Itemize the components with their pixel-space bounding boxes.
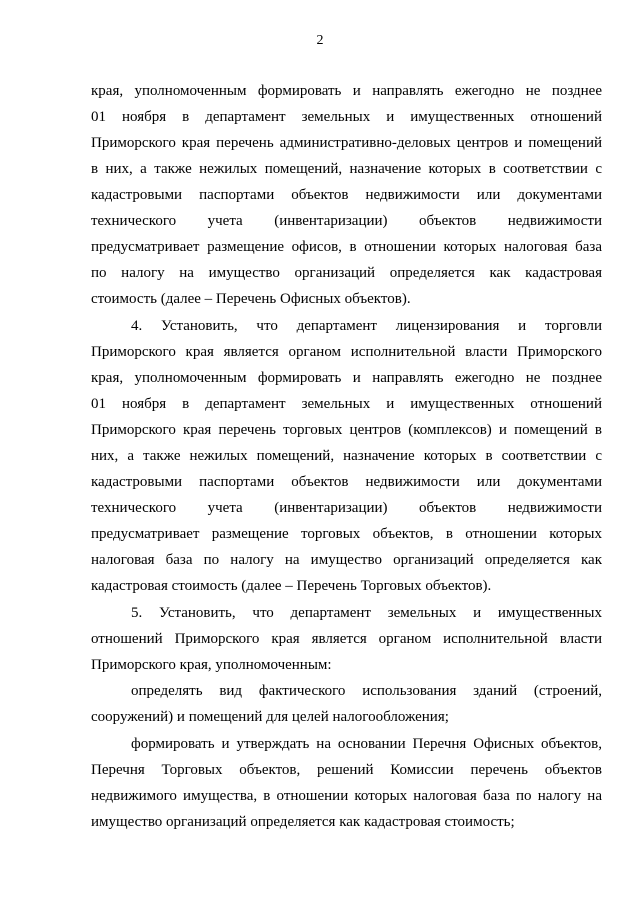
text-line: края, уполномоченным формировать и направлять ежегодно не позднее xyxy=(91,370,602,386)
text-line: налоговая база по налогу на имущество организаций определяется как xyxy=(91,552,602,568)
text-line: формировать и утверждать на основании Перечня Офисных объектов, xyxy=(131,736,602,752)
text-line: технического учета (инвентаризации) объектов недвижимости xyxy=(91,213,602,229)
text-line: по налогу на имущество организаций определяется как кадастровая xyxy=(91,265,602,281)
text-line: определять вид фактического использования зданий (строений, xyxy=(131,683,602,699)
text-line: технического учета (инвентаризации) объектов недвижимости xyxy=(91,500,602,516)
text-line: предусматривает размещение торговых объектов, в отношении которых xyxy=(91,526,602,542)
text-line: кадастровая стоимость (далее – Перечень Торговых объектов). xyxy=(91,578,492,594)
text-line: 01 ноября в департамент земельных и имущественных отношений xyxy=(91,109,602,125)
text-line: края, уполномоченным формировать и направлять ежегодно не позднее xyxy=(91,83,602,99)
text-line: сооружений) и помещений для целей налогообложения; xyxy=(91,709,449,725)
text-line: 4. Установить, что департамент лицензирования и торговли xyxy=(131,318,602,334)
text-line: Приморского края является органом исполнительной власти Приморского xyxy=(91,344,602,360)
text-line: стоимость (далее – Перечень Офисных объектов). xyxy=(91,291,411,307)
text-line: недвижимого имущества, в отношении которых налоговая база по налогу на xyxy=(91,788,602,804)
text-line: предусматривает размещение офисов, в отношении которых налоговая база xyxy=(91,239,602,255)
text-line: 01 ноября в департамент земельных и имущественных отношений xyxy=(91,396,602,412)
text-line: кадастровыми паспортами объектов недвижимости или документами xyxy=(91,187,602,203)
text-line: Перечня Торговых объектов, решений Комиссии перечень объектов xyxy=(91,762,602,778)
text-line: Приморского края перечень административно-деловых центров и помещений xyxy=(91,135,602,151)
text-line: в них, а также нежилых помещений, назначение которых в соответствии с xyxy=(91,161,602,177)
text-line: них, а также нежилых помещений, назначение которых в соответствии с xyxy=(91,448,602,464)
text-line: 5. Установить, что департамент земельных и имущественных xyxy=(131,605,602,621)
text-line: отношений Приморского края является органом исполнительной власти xyxy=(91,631,602,647)
text-line: Приморского края перечень торговых центров (комплексов) и помещений в xyxy=(91,422,602,438)
text-line: кадастровыми паспортами объектов недвижимости или документами xyxy=(91,474,602,490)
page-number: 2 xyxy=(316,33,324,48)
text-line: имущество организаций определяется как кадастровая стоимость; xyxy=(91,814,515,830)
text-line: Приморского края, уполномоченным: xyxy=(91,657,332,673)
